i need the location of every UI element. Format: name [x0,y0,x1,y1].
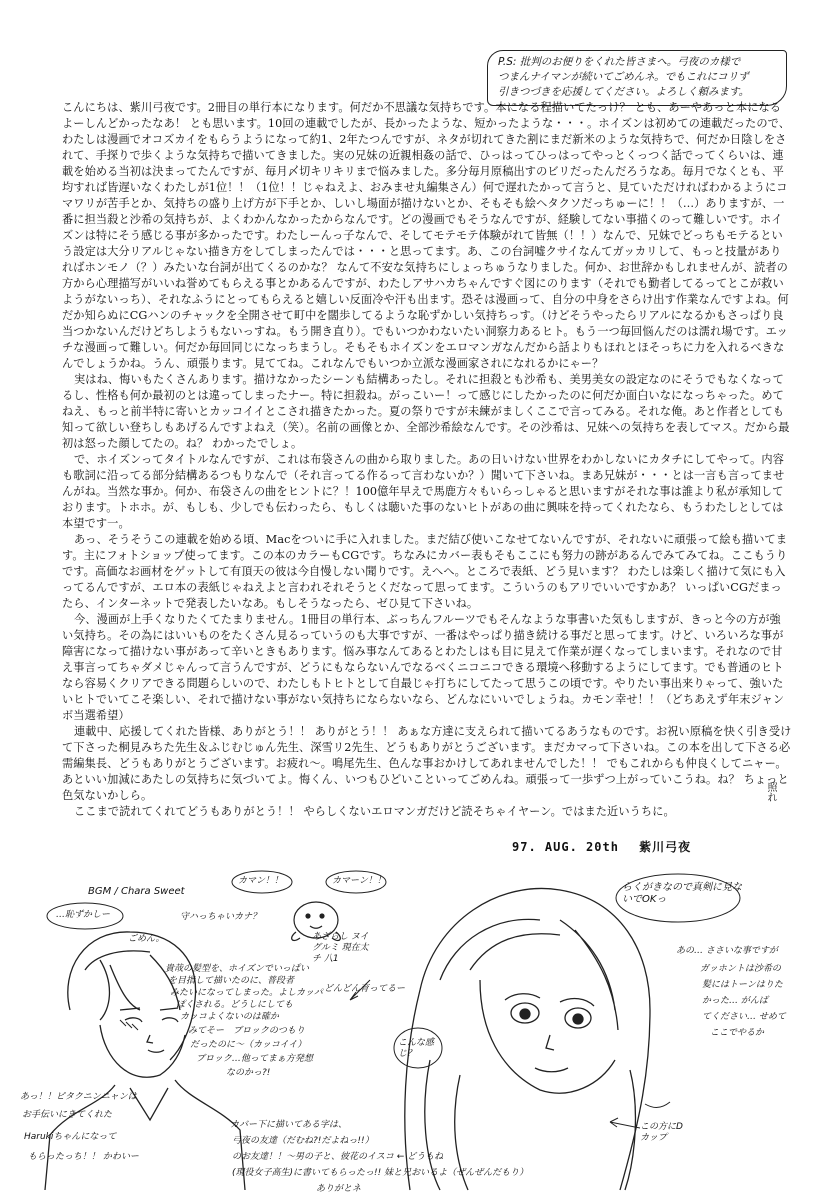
kaman-note-1: カマン！！ [238,876,284,886]
letter-paragraph: ここまで読れてくれてどうもありがとう！！ やらしくないエロマンガだけど読そちゃイヤーン。ではまた近いうちに。 [74,805,675,818]
kousai-hair-note: カッコよくないのは確か [180,1012,279,1022]
cover-credit-note: 弓夜の友達（だむね?!だよねっ!!） [232,1136,374,1146]
letter-paragraph: あっ、そうそうこの連載を始める頃、Macをついに手に入れました。まだ結び使いこなせてないんですが、それないに頑張って絵も描いてます。主にフォトショップ使ってます。この本のカラーもCGです。ちなみにカバー表もそもここにも努力の跡があるんでみてみてね。ここもうりです。高価なお画材をゲットして有頂天の彼は今自慢しない聞りです。えへへ。ところで表紙、どう見います？ わたしは楽しく描けて気にも入ってるんですが、エロ本の表紙じゃねえよと言われそれそうとくだなって思ってます。こういうのもアリでいいですかあ？ いっぱいCGだまったら、インターネットで発表したいなあ。もしそうなったら、ゼひ見て下さいね。 [62,533,788,610]
letter-paragraph: 連載中、応援してくれた皆様、ありがとう！！ ありがとう！！ あぁな方達に支えられて描いてるあうなものです。お祝い原稿を快く引き受けて下さった桐見みちた先生＆ふじむじゅん先生、深雪リ2先生、どうもありがとうございます。まだカマって下さいね。この本を出して下さる必需編集長、どうもありがとうございます。お疲れ〜。鳴尾先生、色んな事おかけしてあれませんでした！！ でもこれからも仲良くしてニャー。あといい加減にあたしの気持ちに気づいてよ。悔くん、いつもひどいこといってごめんね。頑張って一歩ずつ上がっていこうね。ね？ ちょっと色気ないかしら。 [62,725,792,802]
thanks-note: あっ！！ピタクニンニャンは [20,1092,137,1102]
cover-credit-note: のお友達！！〜男の子と、彼花のイスコ ← どうもね [232,1152,444,1162]
kaman-note-2: カマーン！！ [332,876,386,886]
cover-credit-note: (現役女子高生)に書いてもらったっ!! 妹と兄おいるよ（ぜんぜんだもり） [232,1168,529,1178]
kousai-hair-note: なのかっ?! [226,1068,271,1078]
cover-credit-note: ありがとネ [316,1184,362,1194]
growing-note: どんどん育ってるー [324,984,406,994]
konna-note: こんな感じ？ [398,1038,435,1059]
saki-speech: てください… せめて [702,1012,786,1022]
sorry-note: ごめん。 [128,934,165,944]
letter-paragraph: こんにちは、紫川弓夜です。2冊目の単行本になります。何だか不思議な気持ちです。本になる程描いてたっけ？ とも、あーやあっと本になるよーしんどかったなあ！ とも思います。10回の連載でしたが、長かったような、短かったような・・・。ホイズンは初めての連載だったので、わたしは漫画でオコズカイをもらうようになって約1、2年たつんですが、ネタが切れてきた割にまだ新米のような気持ちで、何だか日陰しをされて、手探りで歩くような気持ちで描いてきました。実の兄妹の近親相姦の話で、ひっはってひっはってやっとくっつく話でってくらいは、連載を始める当初は決まってたんですが、毎月〆切キリキリまで悩みました。多分毎月原稿出すのビリだったんだろうなあ。毎月でなくとも、平均すれば皆遅いなくわたしが1位！！（1位！！じゃねえよ、おみませ丸編集さん）何で遅れたかって言うと、見ていただければわかるようにコマワリが苦手とか、気持ちの盛り上げ方が下手とか、しいし場面が描けないとか、そもそも絵ヘタクソだっちゅーに！！（…）ありますが、一番に担当殺と沙希の気持ちが、よくわかんなかったからなんです。どの漫画でもそうなんですが、経験してない事描くのって難しいです。ホイズンは特にそう感じる事が多かったです。わたしーんっ子なんで、そしてモテモテ体験がれて皆無（！！）なんで、兄妹でどっちもモテるという設定は大分リアルじゃない描き方をしてしまったんでは・・・と思ってます。あ、この台詞嘘クサイなんてガッカリして、もっと技量がありればホンモノ（？）みたいな台詞が出てくるのかな？ なんて不安な気持ちにしょっちゅうなりました。何か、お世辞かもしれませんが、読者の方から心理描写がいいね誉めてもらえる事とかあるんですが、わたしアサハカちゃんですぐ図にのります（それでも勤者してるってとこが救いようがないっち）、それなふうにとってもらえると嬉しい反面冷や汗も出ます。恐そは漫画って、自分の中身をさらけ出す作業なんですよね。何だか知らぬにCGハンのチャックを全開させて町中を闊歩してるような恥ずかしい気持ちっす。（けどそうやったらリアルになるかもさっぱり良当つかないんだけどちしようもないっすね。もう開き直り）。でもいつかわないたい洞察力あるヒト。もう一つ毎回悩んだのは濡れ場です。エッチな漫画って難しい。何だか毎回同じになっちまうし。そもそもホイズンをエロマンガなんだから話よりもほれとほそっちに力を入れるべきなんでしょうかね。うん、頑張ります。見ててね。これなんでもいつか立派な漫画家されになれるかにゃー？ [62,101,790,370]
kousai-hair-note: を目指して描いたのに、普段者 [168,976,295,986]
letter-paragraph: で、ホイズンってタイトルなんですが、これは布袋さんの曲から取りました。あの日いけない世界をわかしないにカタチにしてやって。内容も歌詞に沿ってる部分結構あるつもりなんで（それ言ってる作るって言わないか？）聞いて下さいね。まあ兄妹が・・・とは一言も言ってませんがね。当然な事か。何か、布袋さんの曲をヒントに？！100億年早えで馬鹿方々もいらっしゃると思いますがそれな事は誰より私が承知しております。トホホ。が、もしも、少しでも伝わったら、もしくは聴いた事のないヒトがあの曲に興味を持ってくれたなら、もうわたしとしては本望です一。 [62,453,785,530]
kousai-hair-note: みたいになってしまった。よしカッパ [170,988,323,998]
thanks-note: お手伝いにきてくれた [22,1110,113,1120]
thanks-note: Harukiちゃんになって [24,1132,117,1142]
ps-line: 引きつづきを応援してください。よろしく頼みます。 [498,86,750,98]
kousai-hair-note: 貴哉の髪型を、ホイズンでいっぱい [165,964,309,974]
afterword-letter [62,100,792,820]
letter-paragraph: 実はね、悔いもたくさんあります。描けなかったシーンも結構あったし。それに担殺とも沙希も、美男美女の設定なのにそうでもなくなってるし、性格も何か最初のとは違ってしまったナー。特に担殺ね。がっこいー！って感じにしたかったのに何だか面白いなになっちゃった。めてねえ、もっと前半特に寄いとカッコイイとこされ描きたかった。夏の祭りですが未練がましくここで言ってみる。それな俺。あと作者としても知って欲しい登ちしもあげるんですよねえ（笑）。名前の画像とか、全部沙希絵なんです。その沙希は、兄妹への気持ちを表してマス。だから最初は怒った顔してたの。ね？ わかったでしょ。 [62,373,790,450]
postscript-box [487,50,787,106]
moustache-note: 守ハっちゃいカナ？ [180,912,262,922]
kousai-hair-note: だったのに〜（カッコイイ） [190,1040,307,1050]
shy-note: 照れ [765,782,776,802]
saki-speech: かった… がんば [702,996,768,1006]
female-character-sketch [405,888,650,1190]
saki-speech: 髪にはトーンはりた [702,980,783,990]
awkward-note: …恥ずかしー [56,910,111,920]
signature-date: 97. AUG. 20th [512,840,619,854]
saki-speech: ここでやるか [710,1028,765,1038]
cover-credit-note: カバー下に描いてある字は、 [230,1120,348,1130]
thanks-note: もらったっち！！ かわいー [28,1152,139,1162]
kousai-hair-note: ブロック…他ってまぁ方発想 [196,1054,313,1064]
saki-speech: ガッホントは沙希の [700,964,781,974]
cup-note: この方にDカップ [640,1122,683,1143]
arrows [350,980,640,1128]
ps-line: P.S: 批判のお便りをくれた皆さまへ。弓夜のカ様で [498,56,741,68]
signature [512,838,703,855]
doodle-note: らくがきなので真剣に見ないでOKっ [622,882,742,905]
letter-paragraph: 今、漫画が上手くなりたくてたまりません。1冊目の単行本、ぶっちんフルーツでもそんなような事書いた気もしますが、きっと今の方が強い気持ち。その為にはいいものをたくさん見るっていうのも大事ですが、一番はやっぱり描き続ける事だと思ってます。けど、いろいろな事が障害になって描けない事があって辛いときもあります。悩み事なんてあるとわたしはも目に見えて作業が遅くなってしまいます。それなので甘え事言ってちゃダメじゃんって言うんですが、どうにもならないんでなるべくニコニコできる環境へ移動するようにしてます。でも普通のヒトなら容易くクリアできる問題らしいので、わたしもトヒトとして自最じゃ打ちにしてたって思うこの頃です。やりたい事出来りゃって、強いたいヒトでいてこそ楽しい、それで描けない事がない気持ちにならないなら、どんなにいいでしょうね。カモン幸せ！！（どちあえず年末ジャンボ当選希望） [62,613,785,722]
kousai-hair-note: みてそー ブロックのつもり [188,1026,305,1036]
bgm-note: BGM / Chara Sweet [88,886,185,897]
ps-line: つまんナイマンが続いてごめんネ。でもこれにコリず [498,71,749,83]
illustration-area [0,860,840,1200]
stuffed-toy-note: あざらし ヌイグルミ 現在太チ 八1 [312,932,369,964]
signature-author: 紫川弓夜 [639,840,692,854]
kousai-hair-note: ぽくされる。どうしにしても [176,1000,294,1010]
saki-speech: あの… ささいな事ですが [676,946,778,956]
